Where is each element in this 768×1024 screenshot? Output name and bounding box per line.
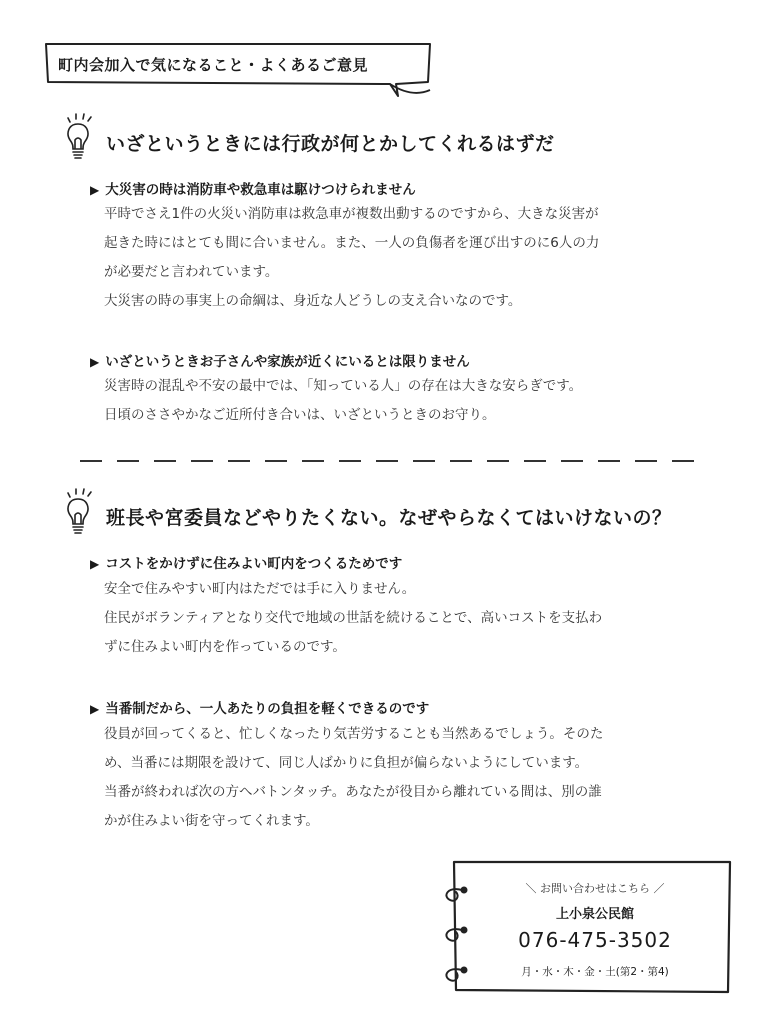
section-2-point-2-body xyxy=(104,720,714,836)
body-line: 安全で住みやすい町内はただでは手に入りません。 xyxy=(104,581,416,597)
section-1-point-2-title xyxy=(90,350,470,370)
section-1-heading: いざというときには行政が何とかしてくれるはずだ xyxy=(106,133,555,155)
body-line: 役員が回ってくると、忙しくなったり気苦労することも当然あるでしょう。そのた xyxy=(104,726,604,742)
point-title-text: コストをかけずに住みよい町内をつくるためです xyxy=(105,556,403,572)
body-line: 大災害の時の事実上の命綱は、身近な人どうしの支え合いなのです。 xyxy=(104,293,522,309)
point-title-text: 大災害の時は消防車や救急車は駆けつけられません xyxy=(105,182,416,198)
contact-phone: 076-475-3502 xyxy=(518,928,672,952)
point-title-text: いざというときお子さんや家族が近くにいるとは限りません xyxy=(105,354,470,370)
body-line: 平時でさえ1件の火災い消防車は救急車が複数出動するのですから、大きな災害が xyxy=(104,206,599,222)
triangle-right-icon: ▶ xyxy=(90,183,100,197)
body-line: 当番が終われば次の方へバトンタッチ。あなたが役目から離れている間は、別の誰 xyxy=(104,784,602,800)
contact-caption: ＼ お問い合わせはこちら ／ xyxy=(525,882,665,895)
point-title-text: 当番制だから、一人あたりの負担を軽くできるのです xyxy=(105,701,430,717)
triangle-right-icon: ▶ xyxy=(90,355,100,369)
lightbulb-icon xyxy=(60,487,100,537)
section-2-point-1-title xyxy=(90,552,402,572)
section-2-point-2-title xyxy=(90,697,429,717)
body-line: かが住みよい街を守ってくれます。 xyxy=(104,813,319,829)
body-line: 災害時の混乱や不安の最中では、「知っている人」の存在は大きな安らぎです。 xyxy=(104,378,583,394)
section-1-point-2-body xyxy=(104,372,714,430)
body-line: ずに住みよい町内を作っているのです。 xyxy=(104,639,346,655)
body-line: め、当番には期限を設けて、同じ人ばかりに負担が偏らないようにしています。 xyxy=(104,755,589,771)
contact-name: 上小泉公民館 xyxy=(555,907,634,922)
dashed-divider xyxy=(80,457,705,465)
contact-days: 月・水・木・金・土(第2・第4) xyxy=(521,966,669,978)
triangle-right-icon: ▶ xyxy=(90,557,100,571)
section-2-point-1-body xyxy=(104,575,714,662)
triangle-right-icon: ▶ xyxy=(90,702,100,716)
lightbulb-icon xyxy=(60,112,100,162)
body-line: が必要だと言われています。 xyxy=(104,264,279,280)
body-line: 日頃のささやかなご近所付き合いは、いざというときのお守り。 xyxy=(104,407,496,423)
body-line: 起きた時にはとても間に合いません。また、一人の負傷者を運び出すのに6人の力 xyxy=(104,235,600,251)
section-1-point-1-body xyxy=(104,200,714,316)
section-1-point-1-title xyxy=(90,178,416,198)
section-2-heading: 班長や宮委員などやりたくない。なぜやらなくてはいけないの？ xyxy=(106,507,672,529)
banner-title: 町内会加入で気になること・よくあるご意見 xyxy=(58,56,369,74)
body-line: 住民がボランティアとなり交代で地域の世話を続けることで、高いコストを支払わ xyxy=(104,610,603,626)
